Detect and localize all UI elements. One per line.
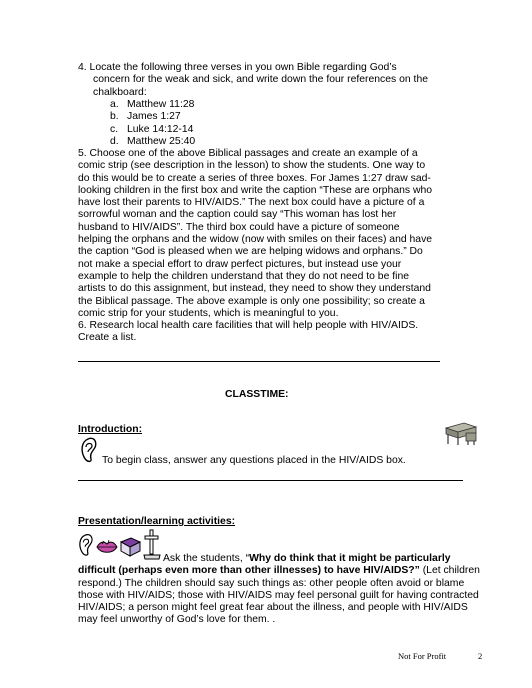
item-5-line: 5. Choose one of the above Biblical passages and create an example of a bbox=[78, 148, 418, 159]
item-5-line: looking children in the first box and write the caption “These are orphans who bbox=[78, 184, 433, 196]
item-5-line: helping the orphans and the widow (now with smiles on their faces) and have bbox=[78, 234, 433, 246]
presentation-line: Ask the students, “Why do think that it might be particularly bbox=[163, 553, 451, 564]
presentation-line: HIV/AIDS; a person might feel great fear about the illness, and people with HIV/AIDS bbox=[78, 602, 468, 614]
item-6 bbox=[78, 320, 478, 345]
item-5-line: not make a special effort to draw perfect pictures, but instead use your bbox=[78, 258, 402, 270]
item-4 bbox=[78, 62, 478, 99]
item-4-line-1: 4. Locate the following three verses in you own Bible regarding God’s bbox=[78, 62, 397, 73]
divider bbox=[78, 480, 463, 481]
divider bbox=[78, 361, 440, 362]
item-5-line: comic strip (see description in the lesson) to show the students. One way to bbox=[78, 160, 426, 172]
item-5-line: sorrowful woman and the caption could say “This woman has lost her bbox=[78, 209, 397, 221]
item-4-line-2: concern for the weak and sick, and write down the four references on the bbox=[93, 74, 428, 86]
presentation-line: respond.) The children should say such things as: other people often avoid or blame bbox=[78, 577, 465, 589]
introduction-heading: Introduction: bbox=[78, 424, 143, 435]
verse-item: b. James 1:27 bbox=[110, 111, 181, 123]
item-6-line: Create a list. bbox=[78, 332, 137, 344]
item-4-line-3: chalkboard: bbox=[93, 86, 147, 98]
introduction-text: To begin class, answer any questions placed in the HIV/AIDS box. bbox=[102, 455, 406, 466]
school-desk-icon bbox=[444, 420, 478, 446]
item-6-line: 6. Research local health care facilities that will help people with HIV/AIDS. bbox=[78, 320, 419, 331]
item-5-line: the caption “God is pleased when we are helping widows and orphans.” Do bbox=[78, 246, 423, 258]
item-5-line: example to help the children understand that they do not need to be fine bbox=[78, 270, 410, 282]
page-number: 2 bbox=[478, 651, 483, 661]
item-5-line: artists to do this assignment, but instead, they need to show they understand bbox=[78, 283, 431, 295]
classtime-heading: CLASSTIME: bbox=[225, 389, 289, 400]
verse-list bbox=[110, 99, 310, 148]
verse-item: d. Matthew 25:40 bbox=[110, 135, 196, 147]
footer-label: Not For Profit bbox=[398, 651, 447, 661]
item-5-line: do this would be to create a series of three boxes. For James 1:27 draw sad- bbox=[78, 172, 431, 184]
presentation-body bbox=[78, 553, 478, 627]
item-5 bbox=[78, 148, 478, 320]
verse-item: a. Matthew 11:28 bbox=[110, 99, 195, 110]
ear-icon bbox=[80, 437, 98, 463]
item-5-line: the Biblical passage. The above example is only one possibility; so create a bbox=[78, 295, 425, 307]
presentation-line: difficult (perhaps even more than other illnesses) to have HIV/AIDS?” (Let children bbox=[78, 565, 480, 577]
item-5-line: husband to HIV/AIDS”. The third box could have a picture of someone bbox=[78, 221, 400, 233]
verse-item: c. Luke 14:12-14 bbox=[110, 123, 194, 135]
presentation-heading: Presentation/learning activities: bbox=[78, 516, 236, 527]
item-5-line: comic strip for your students, which is meaningful to you. bbox=[78, 307, 339, 319]
presentation-line: those with HIV/AIDS; those with HIV/AIDS may feel personal guilt for having contracted bbox=[78, 589, 479, 601]
item-5-line: have lost their parents to HIV/AIDS.” The next box could have a picture of a bbox=[78, 197, 425, 209]
presentation-line: may feel unworthy of God’s love for them. . bbox=[78, 614, 276, 626]
